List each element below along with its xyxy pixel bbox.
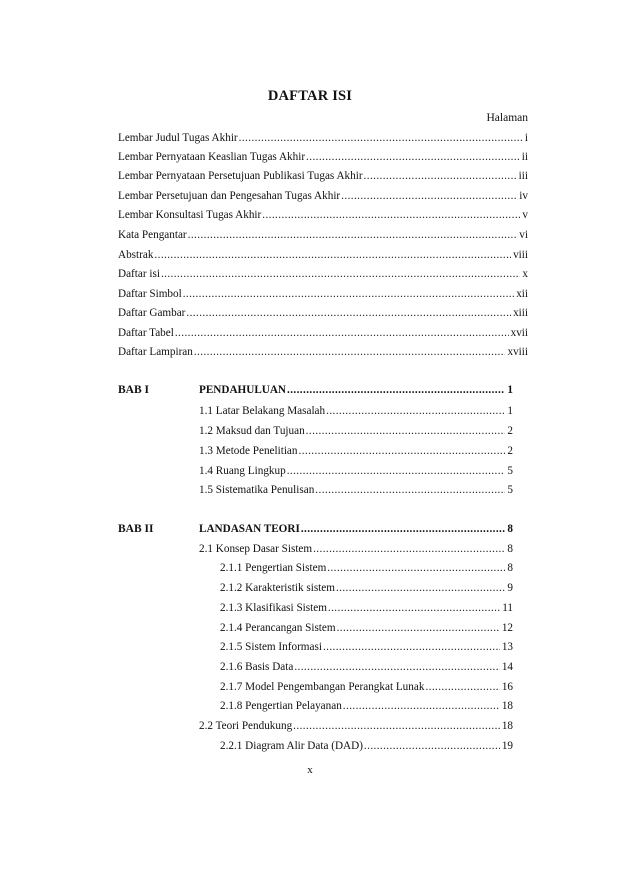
toc-entry-page: 12	[501, 622, 513, 634]
toc-entry-label: Abstrak	[118, 249, 154, 261]
toc-entry[interactable]	[118, 208, 528, 222]
leader-dots	[328, 601, 500, 615]
leader-dots	[341, 189, 517, 203]
page-number: x	[307, 764, 313, 776]
toc-entry-page: 18	[501, 700, 513, 712]
toc-entry-page: vi	[519, 229, 528, 241]
toc-entry-page: 13	[501, 641, 513, 653]
leader-dots	[239, 131, 523, 145]
toc-entry-page: 1	[507, 405, 513, 417]
toc-entry-label: 1.4 Ruang Lingkup	[199, 465, 286, 477]
toc-entry[interactable]	[118, 248, 528, 262]
toc-entry-page: x	[522, 268, 528, 280]
toc-entry[interactable]	[220, 601, 513, 615]
toc-entry[interactable]	[220, 581, 513, 595]
toc-entry-page: 2	[507, 425, 513, 437]
toc-entry-page: iv	[519, 190, 528, 202]
toc-entry-page: 18	[501, 720, 513, 732]
toc-entry[interactable]	[199, 542, 513, 556]
toc-entry-page: xiii	[513, 307, 528, 319]
toc-entry-label: Lembar Pernyataan Keaslian Tugas Akhir	[118, 151, 306, 163]
toc-entry-label: 1.1 Latar Belakang Masalah	[199, 405, 326, 417]
toc-entry[interactable]	[199, 719, 513, 733]
toc-entry-label: 2.2 Teori Pendukung	[199, 720, 293, 732]
toc-entry[interactable]	[220, 561, 513, 575]
leader-dots	[299, 444, 506, 458]
toc-entry[interactable]	[220, 660, 513, 674]
toc-entry[interactable]	[199, 444, 513, 458]
leader-dots	[154, 248, 511, 262]
leader-dots	[287, 383, 505, 397]
toc-entry[interactable]	[118, 169, 528, 183]
toc-entry-label: Lembar Persetujuan dan Pengesahan Tugas Akhir	[118, 190, 341, 202]
chapter-entry[interactable]	[199, 522, 513, 536]
toc-entry-page: 8	[507, 562, 513, 574]
toc-entry[interactable]	[199, 483, 513, 497]
toc-entry-label: 2.1.7 Model Pengembangan Perangkat Lunak	[220, 681, 425, 693]
toc-entry[interactable]	[199, 424, 513, 438]
chapter-entry[interactable]	[199, 383, 513, 397]
toc-entry-label: 2.1.5 Sistem Informasi	[220, 641, 322, 653]
toc-entry-label: Lembar Judul Tugas Akhir	[118, 132, 238, 144]
toc-entry-label: 2.1.4 Perancangan Sistem	[220, 622, 336, 634]
leader-dots	[364, 739, 500, 753]
chapter-label: BAB I	[118, 384, 149, 396]
leader-dots	[175, 326, 509, 340]
toc-entry[interactable]	[118, 228, 528, 242]
toc-entry-label: 2.1.1 Pengertian Sistem	[220, 562, 327, 574]
leader-dots	[293, 719, 500, 733]
toc-entry-page: v	[522, 209, 528, 221]
chapter-page: 1	[507, 384, 513, 396]
leader-dots	[287, 464, 506, 478]
toc-entry-page: 14	[501, 661, 513, 673]
leader-dots	[183, 287, 514, 301]
toc-entry-label: Lembar Pernyataan Persetujuan Publikasi Tugas Akhir	[118, 170, 363, 182]
toc-entry-page: 5	[507, 465, 513, 477]
toc-entry-page: xii	[516, 288, 528, 300]
leader-dots	[364, 169, 517, 183]
toc-entry-label: Daftar Lampiran	[118, 346, 193, 358]
toc-entry-page: 19	[501, 740, 513, 752]
toc-entry-label: 2.1 Konsep Dasar Sistem	[199, 543, 313, 555]
toc-entry[interactable]	[118, 150, 528, 164]
toc-entry-label: 2.2.1 Diagram Alir Data (DAD)	[220, 740, 363, 752]
leader-dots	[306, 150, 520, 164]
toc-entry[interactable]	[220, 680, 513, 694]
leader-dots	[326, 404, 505, 418]
leader-dots	[313, 542, 505, 556]
toc-entry[interactable]	[118, 345, 528, 359]
toc-entry[interactable]	[220, 640, 513, 654]
toc-entry-label: Daftar Simbol	[118, 288, 182, 300]
leader-dots	[194, 345, 506, 359]
toc-entry-page: 11	[502, 602, 513, 614]
leader-dots	[336, 581, 505, 595]
leader-dots	[425, 680, 499, 694]
leader-dots	[306, 424, 506, 438]
leader-dots	[161, 267, 520, 281]
toc-entry-label: 1.3 Metode Penelitian	[199, 445, 298, 457]
leader-dots	[323, 640, 500, 654]
leader-dots	[262, 208, 520, 222]
toc-entry-page: viii	[513, 249, 528, 261]
toc-entry-page: 9	[507, 582, 513, 594]
leader-dots	[343, 699, 500, 713]
leader-dots	[301, 522, 506, 536]
chapter-title: PENDAHULUAN	[199, 384, 287, 396]
toc-entry-label: 1.2 Maksud dan Tujuan	[199, 425, 305, 437]
toc-entry-label: 2.1.3 Klasifikasi Sistem	[220, 602, 327, 614]
halaman-label: Halaman	[486, 112, 528, 124]
toc-entry[interactable]	[118, 131, 528, 145]
toc-entry-label: 1.5 Sistematika Penulisan	[199, 484, 315, 496]
toc-entry[interactable]	[118, 189, 528, 203]
leader-dots	[327, 561, 505, 575]
toc-entry-page: xviii	[507, 346, 528, 358]
toc-entry-label: Kata Pengantar	[118, 229, 187, 241]
leader-dots	[315, 483, 505, 497]
toc-entry[interactable]	[118, 287, 528, 301]
toc-entry[interactable]	[220, 739, 513, 753]
toc-entry-page: xvii	[510, 327, 528, 339]
leader-dots	[188, 228, 518, 242]
toc-entry-page: 8	[507, 543, 513, 555]
leader-dots	[294, 660, 499, 674]
toc-entry-page: 16	[501, 681, 513, 693]
toc-entry[interactable]	[118, 326, 528, 340]
toc-entry-label: 2.1.8 Pengertian Pelayanan	[220, 700, 342, 712]
toc-entry[interactable]	[118, 267, 528, 281]
toc-entry[interactable]	[220, 699, 513, 713]
toc-entry-page: iii	[518, 170, 528, 182]
toc-entry-label: Daftar Gambar	[118, 307, 186, 319]
toc-entry-page: 5	[507, 484, 513, 496]
toc-entry-label: 2.1.6 Basis Data	[220, 661, 294, 673]
toc-entry-label: Daftar isi	[118, 268, 160, 280]
toc-entry[interactable]	[199, 464, 513, 478]
chapter-title: LANDASAN TEORI	[199, 523, 300, 535]
toc-entry-page: 2	[507, 445, 513, 457]
toc-entry[interactable]	[220, 621, 513, 635]
toc-entry-page: ii	[521, 151, 528, 163]
leader-dots	[337, 621, 500, 635]
toc-entry[interactable]	[199, 404, 513, 418]
chapter-label: BAB II	[118, 523, 154, 535]
page-title: DAFTAR ISI	[267, 88, 353, 104]
leader-dots	[186, 306, 511, 320]
toc-entry-label: 2.1.2 Karakteristik sistem	[220, 582, 335, 594]
toc-entry[interactable]	[118, 306, 528, 320]
toc-entry-page: i	[524, 132, 528, 144]
chapter-page: 8	[507, 523, 513, 535]
toc-entry-label: Lembar Konsultasi Tugas Akhir	[118, 209, 262, 221]
toc-entry-label: Daftar Tabel	[118, 327, 174, 339]
